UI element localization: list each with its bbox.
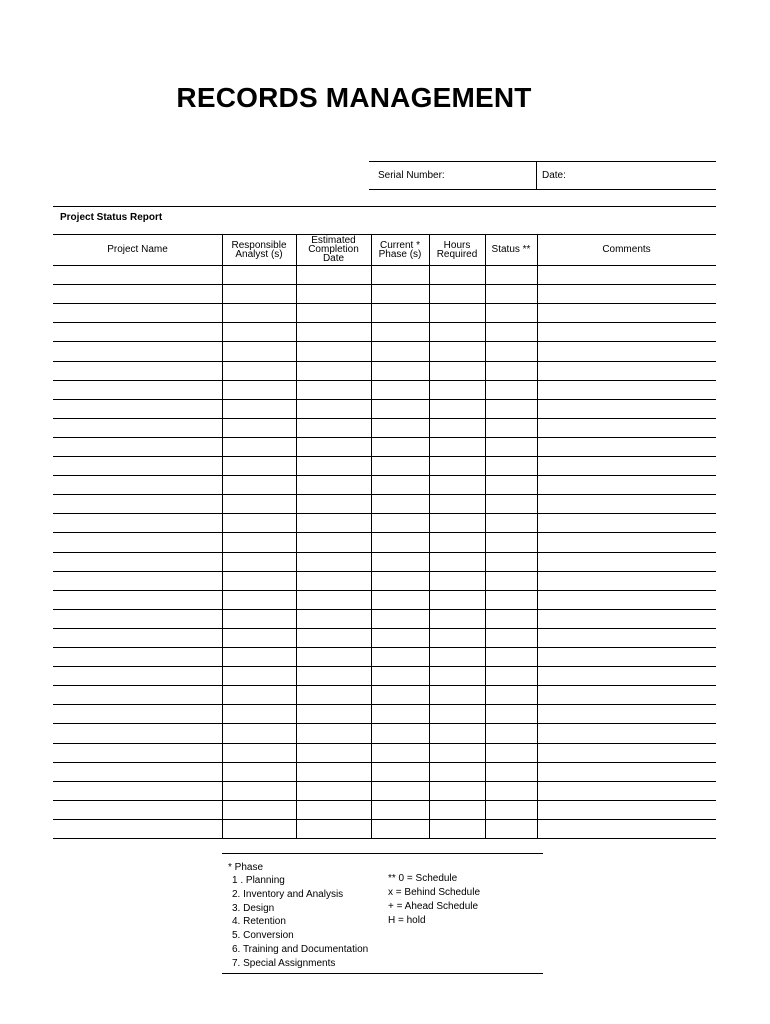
table-row [53, 380, 716, 399]
table-row [53, 322, 716, 341]
table-row [53, 685, 716, 704]
phase-legend-list [232, 874, 368, 971]
table-row [53, 284, 716, 303]
table-row [53, 399, 716, 418]
report-title: Project Status Report [60, 212, 163, 223]
column-header: Estimated Completion Date [308, 235, 359, 264]
serial-number-label: Serial Number: [378, 170, 445, 181]
table-row [53, 532, 716, 551]
table-row [53, 552, 716, 571]
table-row-rule [53, 838, 716, 839]
legend-box [222, 853, 543, 974]
status-legend-item: x = Behind Schedule [388, 887, 481, 898]
table-row [53, 341, 716, 360]
phase-legend-item: 6. Training and Documentation [232, 943, 369, 955]
table-row [53, 628, 716, 647]
status-legend-list [388, 872, 480, 928]
date-label: Date: [542, 170, 566, 181]
status-legend-item: ** 0 = Schedule [388, 873, 458, 884]
table-row [53, 647, 716, 666]
phase-legend-item: 1 . Planning [232, 875, 285, 886]
phase-legend-title: * Phase [228, 862, 264, 873]
table-row [53, 590, 716, 609]
status-legend-item: + = Ahead Schedule [388, 901, 479, 912]
table-row [53, 303, 716, 322]
table-row [53, 609, 716, 628]
report-top-rule [53, 206, 716, 207]
column-header: Current * Phase (s) [378, 239, 422, 260]
column-header: Comments [602, 244, 651, 255]
table-row [53, 475, 716, 494]
table-row [53, 494, 716, 513]
table-row [53, 781, 716, 800]
phase-legend-item: 4. Retention [232, 916, 286, 928]
table-row [53, 361, 716, 380]
status-table [53, 234, 716, 839]
table-row [53, 723, 716, 742]
column-header: Status ** [491, 244, 531, 255]
column-header: Hours Required [436, 239, 478, 260]
phase-legend-item: 7. Special Assignments [232, 957, 336, 969]
phase-legend-item: 5. Conversion [232, 930, 294, 942]
phase-legend-item: 3. Design [232, 902, 275, 914]
table-row [53, 513, 716, 532]
page-title: RECORDS MANAGEMENT [176, 82, 532, 113]
phase-legend-item: 2. Inventory and Analysis [232, 888, 344, 900]
table-row [53, 819, 716, 838]
serial-date-divider [536, 162, 537, 189]
table-row [53, 437, 716, 456]
table-row [53, 456, 716, 475]
table-row [53, 571, 716, 590]
table-row [53, 418, 716, 437]
column-header: Project Name [107, 244, 168, 255]
table-row [53, 800, 716, 819]
table-top-rule [53, 234, 716, 235]
status-legend-item: H = hold [388, 915, 426, 926]
serial-date-box [369, 161, 716, 190]
table-row [53, 743, 716, 762]
table-row [53, 704, 716, 723]
table-row [53, 762, 716, 781]
table-row [53, 265, 716, 284]
column-header: Responsible Analyst (s) [231, 239, 287, 260]
table-row [53, 666, 716, 685]
